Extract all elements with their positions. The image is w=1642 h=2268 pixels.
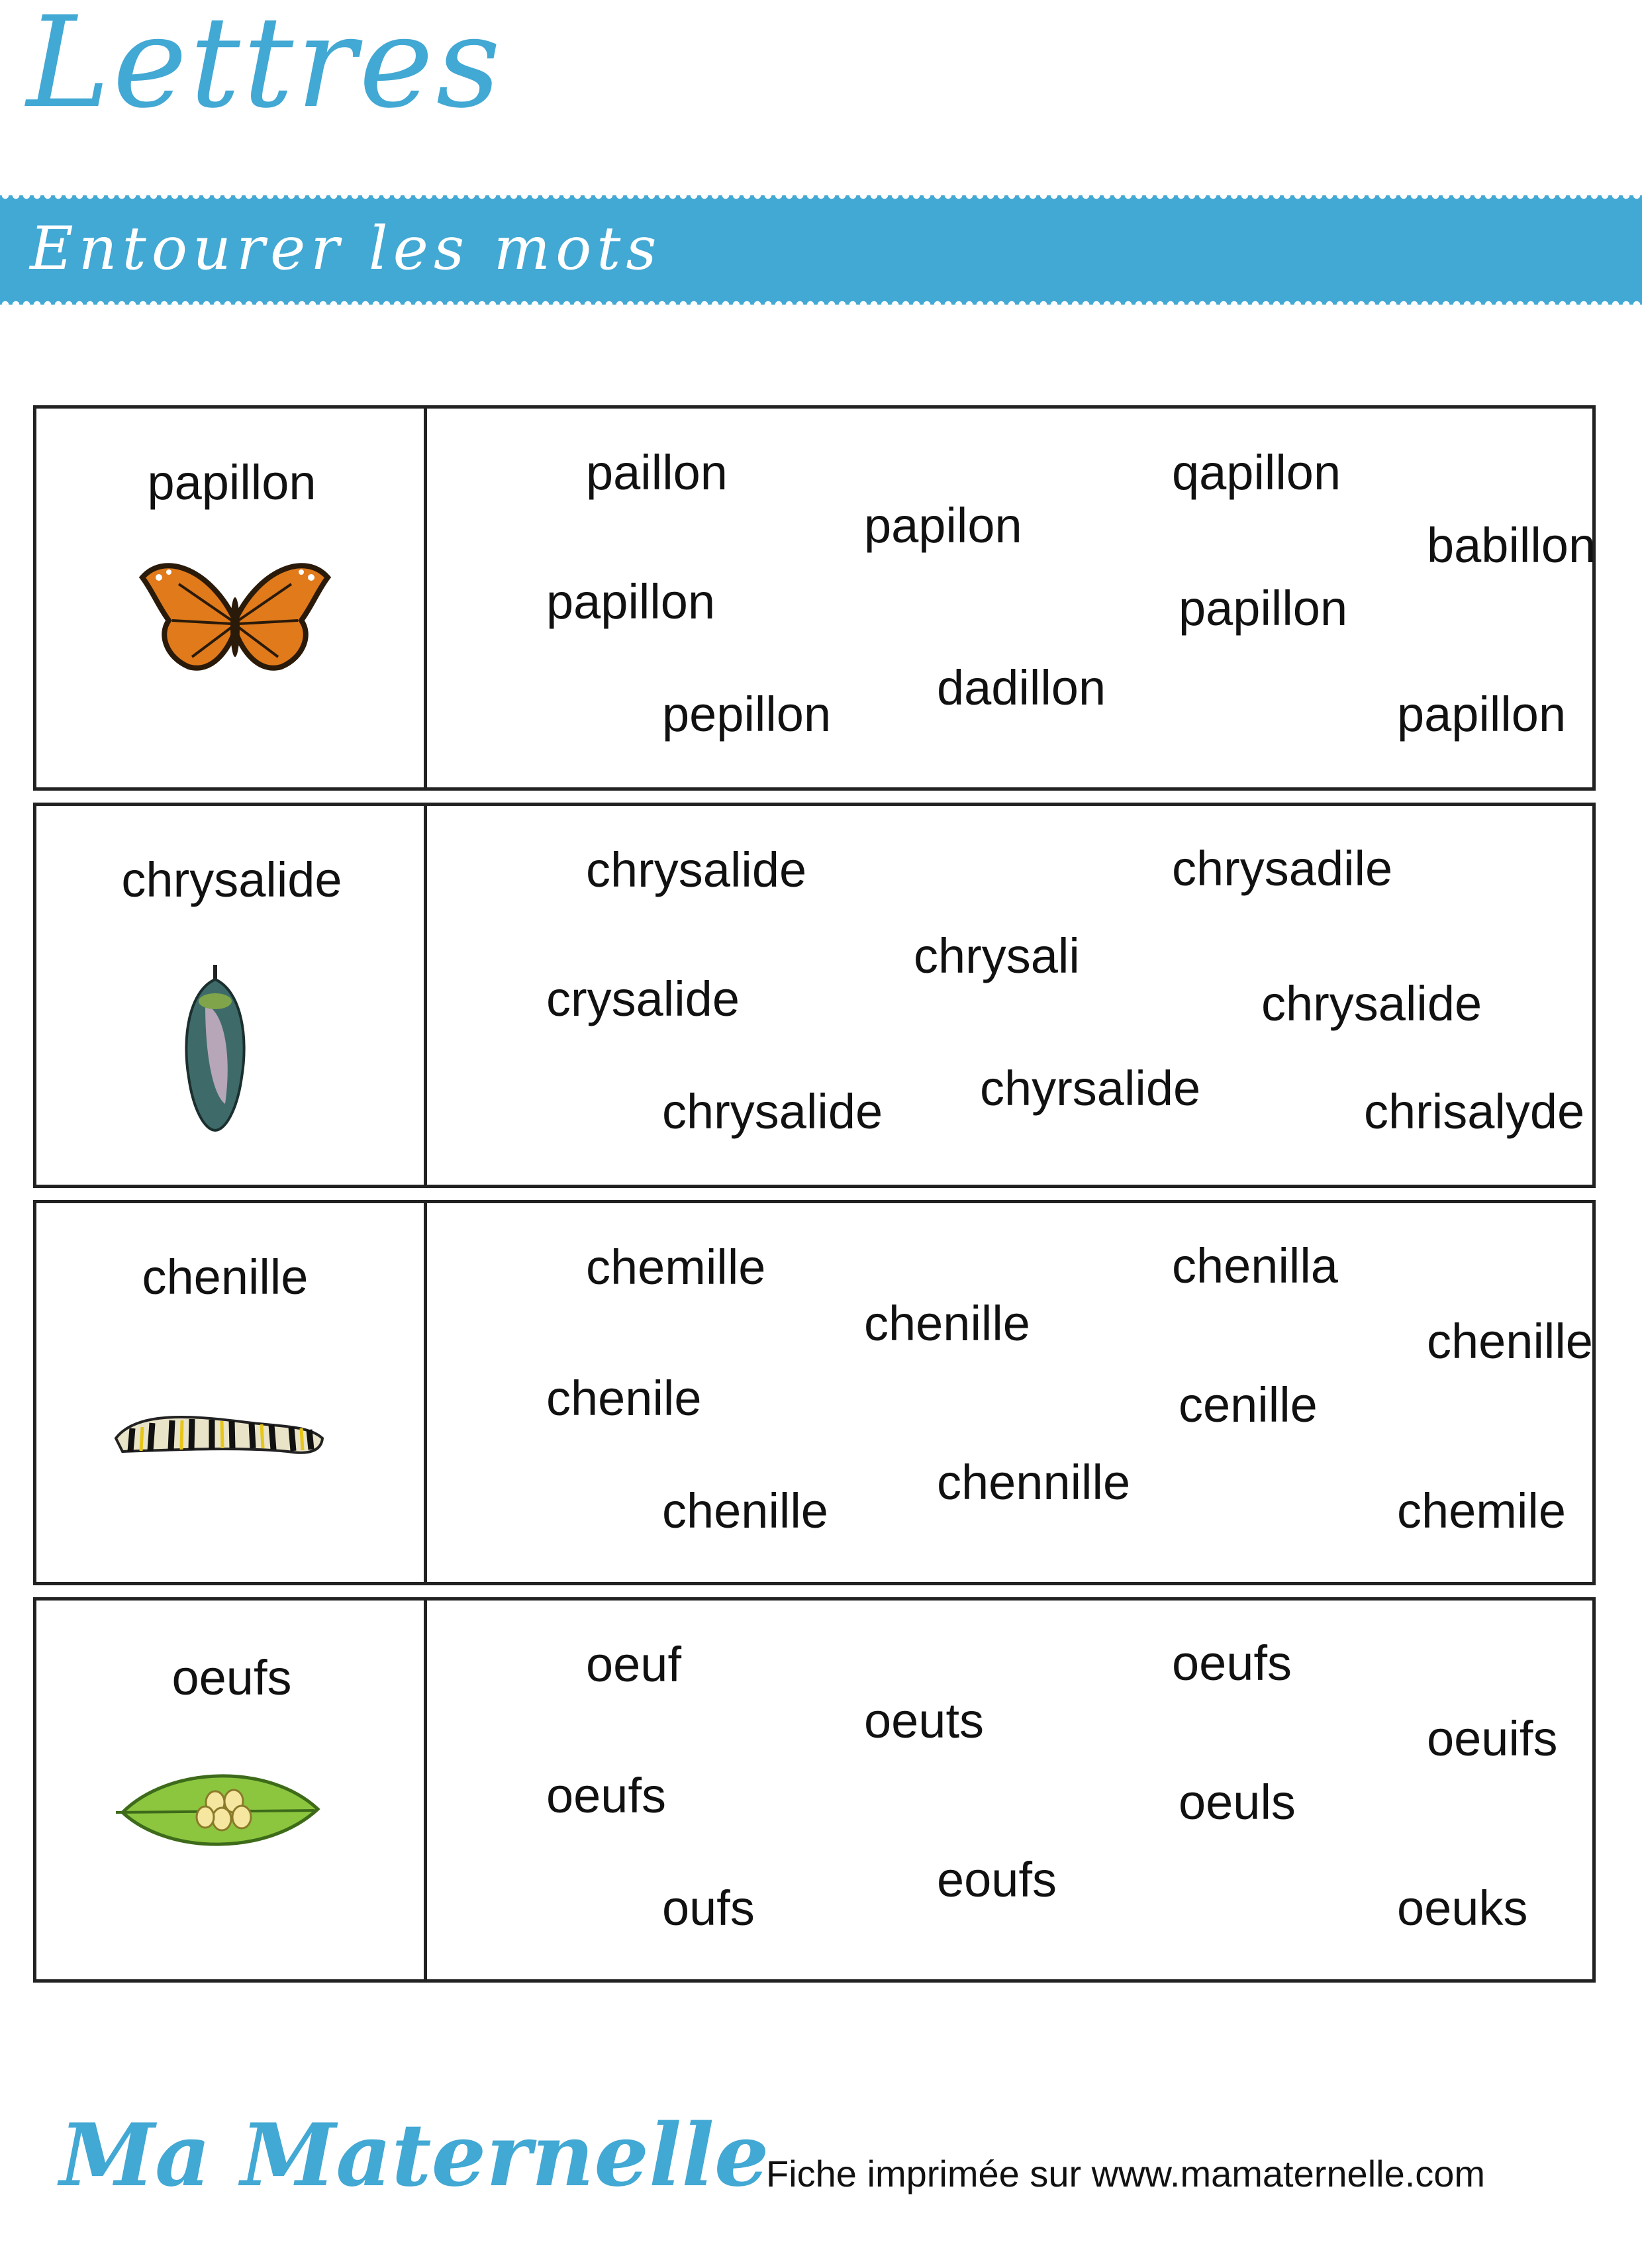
word-choice[interactable]: papillon	[1179, 581, 1348, 636]
word-choice[interactable]: chyrsalide	[980, 1061, 1201, 1116]
target-cell	[36, 1203, 427, 1582]
word-choice[interactable]: oeuf	[586, 1637, 682, 1692]
word-choice[interactable]: oufs	[662, 1881, 755, 1936]
word-choice[interactable]: chrysadile	[1172, 841, 1393, 896]
word-choice[interactable]: oeuifs	[1427, 1711, 1558, 1766]
word-choice[interactable]: chenilla	[1172, 1238, 1338, 1293]
word-choice[interactable]: oeufs	[546, 1768, 667, 1823]
word-choice[interactable]: eoufs	[937, 1852, 1057, 1907]
word-choice[interactable]: chrysalide	[586, 842, 807, 897]
word-choice[interactable]: chenile	[546, 1371, 702, 1426]
exercise-row-papillon	[33, 405, 1596, 791]
subtitle-banner	[0, 195, 1642, 305]
target-cell	[36, 1601, 427, 1979]
exercise-row-oeufs	[33, 1597, 1596, 1983]
instruction-subtitle: Entourer les mots	[30, 214, 662, 283]
word-choices	[427, 806, 1592, 1185]
word-choice[interactable]: oeuls	[1179, 1775, 1296, 1830]
word-choice[interactable]: papillon	[1397, 687, 1567, 742]
target-cell	[36, 806, 427, 1185]
word-choice[interactable]: qapillon	[1172, 445, 1341, 500]
word-choice[interactable]: crysalide	[546, 971, 740, 1026]
word-choice[interactable]: chrysalide	[1261, 976, 1482, 1031]
word-choice[interactable]: chenille	[1427, 1314, 1593, 1369]
target-word: oeufs	[171, 1650, 292, 1705]
word-choices	[427, 409, 1596, 787]
exercise-row-chenille	[33, 1200, 1596, 1585]
target-cell	[36, 409, 427, 787]
word-choice[interactable]: dadillon	[937, 660, 1106, 715]
target-word: chenille	[142, 1250, 309, 1305]
word-choice[interactable]: chemille	[586, 1240, 766, 1295]
butterfly-icon	[139, 558, 331, 683]
word-choice[interactable]: chrysalide	[662, 1084, 883, 1139]
word-choice[interactable]: oeufs	[1172, 1636, 1292, 1691]
chrysalis-icon	[179, 965, 252, 1134]
word-choice[interactable]: cenille	[1179, 1377, 1318, 1432]
word-choice[interactable]: chrysali	[914, 928, 1080, 983]
target-word: chrysalide	[121, 852, 342, 907]
banner-scalloped-edge	[0, 195, 1642, 203]
footer-note: Fiche imprimée sur www.mamaternelle.com	[766, 2153, 1486, 2194]
page-title: Lettres	[26, 0, 504, 136]
word-choice[interactable]: papillon	[546, 574, 716, 629]
word-choice[interactable]: babillon	[1427, 518, 1596, 573]
word-choice[interactable]: paillon	[586, 445, 728, 500]
word-choice[interactable]: chrisalyde	[1364, 1084, 1585, 1139]
word-choice[interactable]: chenille	[662, 1483, 828, 1538]
target-word: papillon	[147, 455, 316, 510]
word-choices	[427, 1203, 1592, 1582]
word-choice[interactable]: chemile	[1397, 1483, 1566, 1538]
word-choices	[427, 1601, 1592, 1979]
word-choice[interactable]: chenille	[864, 1296, 1030, 1351]
caterpillar-icon	[109, 1402, 328, 1461]
word-choice[interactable]: oeuks	[1397, 1881, 1528, 1936]
eggs-on-leaf-icon	[116, 1763, 328, 1859]
exercise-row-chrysalide	[33, 803, 1596, 1188]
word-choice[interactable]: oeuts	[864, 1693, 985, 1748]
brand-logo: Ma Maternelle	[60, 2104, 769, 2206]
word-choice[interactable]: pepillon	[662, 687, 832, 742]
banner-scalloped-edge	[0, 297, 1642, 305]
word-choice[interactable]: chennille	[937, 1455, 1131, 1510]
word-choice[interactable]: papilon	[864, 498, 1022, 553]
